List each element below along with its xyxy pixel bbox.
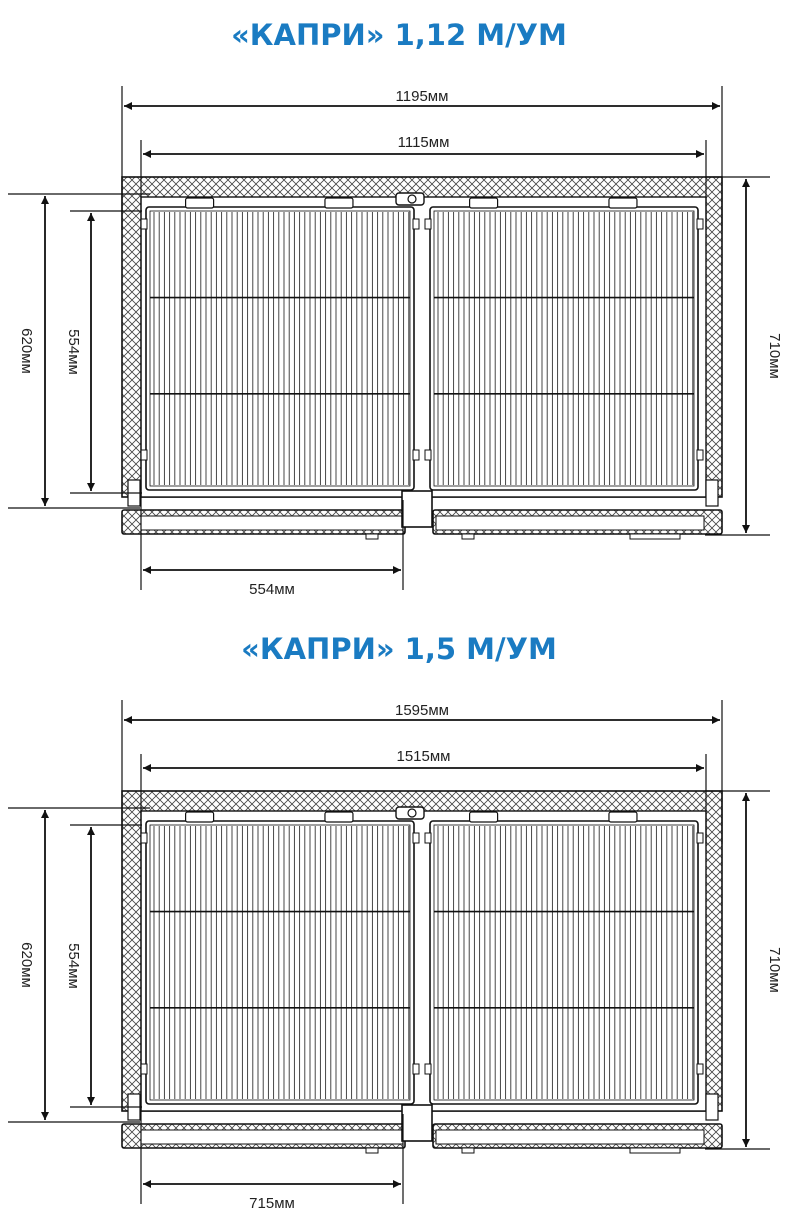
wire-shelf [146,207,414,490]
dimension-label: 554мм [249,581,295,598]
latch-pin [408,195,416,203]
shelf-clip [609,812,637,822]
shelf-hook [697,450,703,460]
dimension-label: 620мм [18,942,35,988]
corner-profile [706,1094,718,1120]
shelf-hook [141,219,147,229]
door-glass [141,516,403,530]
shelf-clip [325,812,353,822]
door-handle [630,534,680,539]
dimension-label: 710мм [766,947,783,993]
shelf-hook [425,833,431,843]
unit-cross-section [8,700,783,1212]
corner-profile [706,480,718,506]
dimension-label: 1515мм [396,748,451,765]
wire-shelf [146,821,414,1104]
shelf-hook [413,450,419,460]
shelf-hook [697,833,703,843]
dimension-label: 1595мм [395,702,449,719]
shelf-hook [413,1064,419,1074]
shelf-clip [470,198,498,208]
door-foot [366,1148,378,1153]
diagram-title: «КАПРИ» 1,5 М/УМ [241,632,557,666]
shelf-clip [186,812,214,822]
shelf-clip [470,812,498,822]
shelf-hook [697,219,703,229]
dimension-label: 710мм [766,333,783,379]
center-mullion [402,1105,432,1141]
latch-pin [408,809,416,817]
shelf-hook [697,1064,703,1074]
door-foot [462,534,474,539]
door-foot [366,534,378,539]
shelf-clip [325,198,353,208]
shelf-hook [141,1064,147,1074]
dimension-label: 620мм [18,328,35,374]
door-handle [630,1148,680,1153]
shelf-clip [186,198,214,208]
shelf-hook [413,833,419,843]
dimension-label: 554мм [65,329,82,375]
dimension-label: 554мм [65,943,82,989]
dimension-label: 1115мм [397,134,450,151]
door-glass [141,1130,403,1144]
dimension-label: 715мм [249,1195,295,1212]
door-foot [462,1148,474,1153]
dimension-label: 1195мм [395,88,449,105]
shelf-hook [141,833,147,843]
center-mullion [402,491,432,527]
wire-shelf [430,207,698,490]
shelf-hook [425,1064,431,1074]
door-glass [436,516,704,530]
shelf-hook [425,219,431,229]
unit-cross-section [8,86,783,598]
diagram-title: «КАПРИ» 1,12 М/УМ [231,18,567,52]
door-glass [436,1130,704,1144]
shelf-hook [413,219,419,229]
shelf-hook [425,450,431,460]
wire-shelf [430,821,698,1104]
shelf-hook [141,450,147,460]
shelf-clip [609,198,637,208]
